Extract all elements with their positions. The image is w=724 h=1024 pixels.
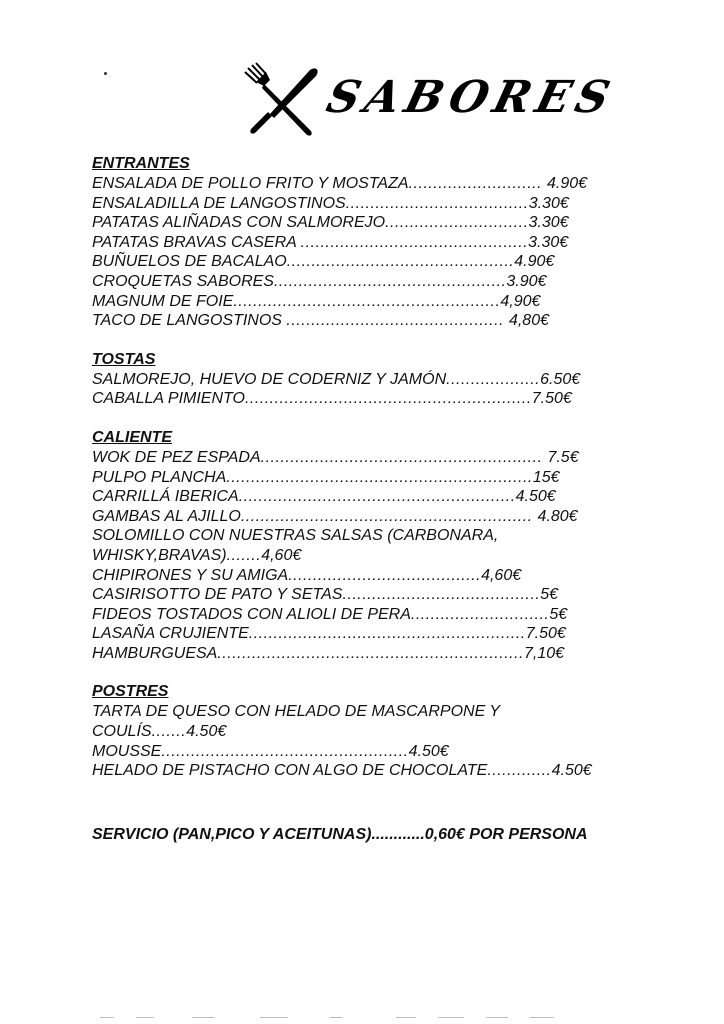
- leader-dots: .............................: [385, 214, 529, 232]
- item-name: ENSALADILLA DE LANGOSTINOS: [92, 194, 346, 212]
- item-name: TACO DE LANGOSTINOS: [92, 312, 287, 330]
- item-name: SOLOMILLO CON NUESTRAS SALSAS (CARBONARA,: [92, 527, 499, 545]
- leader-dots: ...........................: [408, 175, 547, 192]
- menu-item: [92, 742, 652, 762]
- item-price: 4.50€: [186, 723, 227, 741]
- item-name: WHISKY,BRAVAS): [92, 546, 227, 564]
- section-caliente: [92, 428, 652, 664]
- menu-item: [92, 292, 652, 312]
- menu-item: [92, 468, 652, 488]
- menu-item: [92, 213, 652, 233]
- menu-item: [92, 624, 652, 644]
- menu-item: [92, 761, 652, 781]
- menu-item: [92, 448, 652, 468]
- leader-dots: ........................................: [342, 586, 541, 604]
- item-price: 5€: [540, 586, 559, 604]
- item-price: 3.30€: [528, 214, 569, 232]
- menu-item: [92, 389, 652, 409]
- item-name: FIDEOS TOSTADOS CON ALIOLI DE PERA: [92, 605, 411, 623]
- item-name: PATATAS ALIÑADAS CON SALMOREJO: [92, 214, 386, 232]
- menu-item: [92, 605, 652, 625]
- item-price: 4.50€: [408, 742, 449, 760]
- leader-dots: .............: [487, 762, 552, 780]
- leader-dots: .....................................: [345, 194, 529, 212]
- item-name: WOK DE PEZ ESPADA: [92, 448, 261, 466]
- section-title: CALIENTE: [92, 428, 172, 446]
- menu-item: [92, 194, 652, 214]
- item-name: ENSALADA DE POLLO FRITO Y MOSTAZA: [92, 175, 409, 192]
- item-name: HAMBURGUESA: [92, 644, 218, 662]
- item-price: 7,10€: [523, 644, 565, 662]
- item-name: CHIPIRONES Y SU AMIGA: [92, 566, 289, 584]
- item-price: 4.50€: [551, 762, 592, 780]
- leader-dots: ......................................................: [233, 292, 501, 310]
- item-name: MAGNUM DE FOIE: [92, 292, 234, 310]
- leader-dots: .......: [151, 723, 187, 741]
- section-entrantes: [92, 154, 652, 331]
- logo: [244, 62, 621, 142]
- item-price: 3.30€: [528, 233, 569, 251]
- menu-item: [92, 566, 652, 586]
- crossed-fork-knife-icon: [244, 62, 324, 142]
- menu-item: [92, 487, 652, 507]
- leader-dots: ............................: [410, 605, 550, 623]
- item-price: 15€: [532, 468, 560, 486]
- item-name: CASIRISOTTO DE PATO Y SETAS: [92, 586, 343, 604]
- leader-dots: ...........................................................: [240, 507, 538, 525]
- section-title: POSTRES: [92, 683, 169, 701]
- item-name: PATATAS BRAVAS CASERA: [92, 233, 301, 251]
- menu: [92, 154, 652, 800]
- menu-item: [92, 507, 652, 527]
- item-price: 3.30€: [528, 194, 569, 212]
- item-price: 7.50€: [525, 625, 566, 643]
- leader-dots: ...............................................: [273, 272, 507, 290]
- menu-item: [92, 233, 652, 253]
- menu-item: [92, 272, 652, 292]
- item-name: CABALLA PIMIENTO: [92, 390, 245, 408]
- item-name: COULÍS: [92, 723, 152, 741]
- section-tostas: [92, 350, 652, 409]
- leader-dots: .......: [226, 546, 262, 564]
- leader-dots: ..............................................................: [226, 468, 533, 486]
- menu-item: [92, 722, 652, 742]
- stray-dot: [104, 72, 107, 75]
- section-postres: [92, 682, 652, 780]
- item-name: LASAÑA CRUJIENTE: [92, 625, 249, 643]
- menu-item: [92, 174, 652, 194]
- leader-dots: ..............................................................: [217, 644, 524, 662]
- leader-dots: .........................................................: [260, 448, 548, 466]
- item-name: HELADO DE PISTACHO CON ALGO DE CHOCOLATE: [92, 762, 488, 780]
- item-name: MOUSSE: [92, 742, 162, 760]
- item-price: 4.50€: [515, 488, 556, 506]
- item-price: 4.90€: [514, 253, 555, 271]
- section-title: ENTRANTES: [92, 155, 190, 172]
- item-price: 7.50€: [531, 390, 572, 408]
- leader-dots: ..................................................: [161, 742, 409, 760]
- leader-dots: ..........................................................: [244, 390, 532, 408]
- item-name: PULPO PLANCHA: [92, 468, 227, 486]
- leader-dots: ..............................................: [286, 253, 515, 271]
- item-price: 4,90€: [500, 292, 541, 310]
- leader-dots: ........................................................: [248, 625, 526, 643]
- menu-item: [92, 644, 652, 664]
- leader-dots: ..............................................: [300, 233, 529, 251]
- menu-item: [92, 311, 652, 331]
- item-name: CROQUETAS SABORES: [92, 272, 274, 290]
- item-price: 4,80€: [508, 312, 549, 330]
- leader-dots: ............................................: [286, 312, 509, 330]
- menu-item: [92, 585, 652, 605]
- leader-dots: ........................................................: [238, 488, 516, 506]
- item-price: 4,60€: [261, 546, 302, 564]
- menu-item: [92, 526, 652, 546]
- item-price: 4,60€: [481, 566, 522, 584]
- item-price: 7.5€: [547, 448, 579, 466]
- item-price: 3.90€: [506, 272, 547, 290]
- item-price: 5€: [549, 605, 568, 623]
- scan-artifacts: [100, 1017, 620, 1019]
- item-name: BUÑUELOS DE BACALAO: [92, 253, 287, 271]
- leader-dots: .......................................: [288, 566, 482, 584]
- item-name: SALMOREJO, HUEVO DE CODERNIZ Y JAMÓN: [92, 370, 447, 388]
- item-name: TARTA DE QUESO CON HELADO DE MASCARPONE Y: [92, 703, 501, 721]
- item-price: 4.90€: [547, 175, 588, 192]
- leader-dots: ...................: [446, 370, 541, 388]
- menu-item: [92, 370, 652, 390]
- menu-item: [92, 546, 652, 566]
- item-name: GAMBAS AL AJILLO: [92, 507, 241, 525]
- brand-name: SABORES: [321, 72, 621, 123]
- section-title: TOSTAS: [92, 350, 156, 368]
- menu-item: [92, 702, 652, 722]
- item-price: 4.80€: [537, 507, 578, 525]
- item-name: CARRILLÁ IBERICA: [92, 488, 239, 506]
- item-price: 6.50€: [540, 370, 581, 388]
- service-charge-note: SERVICIO (PAN,PICO Y ACEITUNAS)............0,60€ POR PERSONA: [92, 826, 588, 843]
- menu-item: [92, 252, 652, 272]
